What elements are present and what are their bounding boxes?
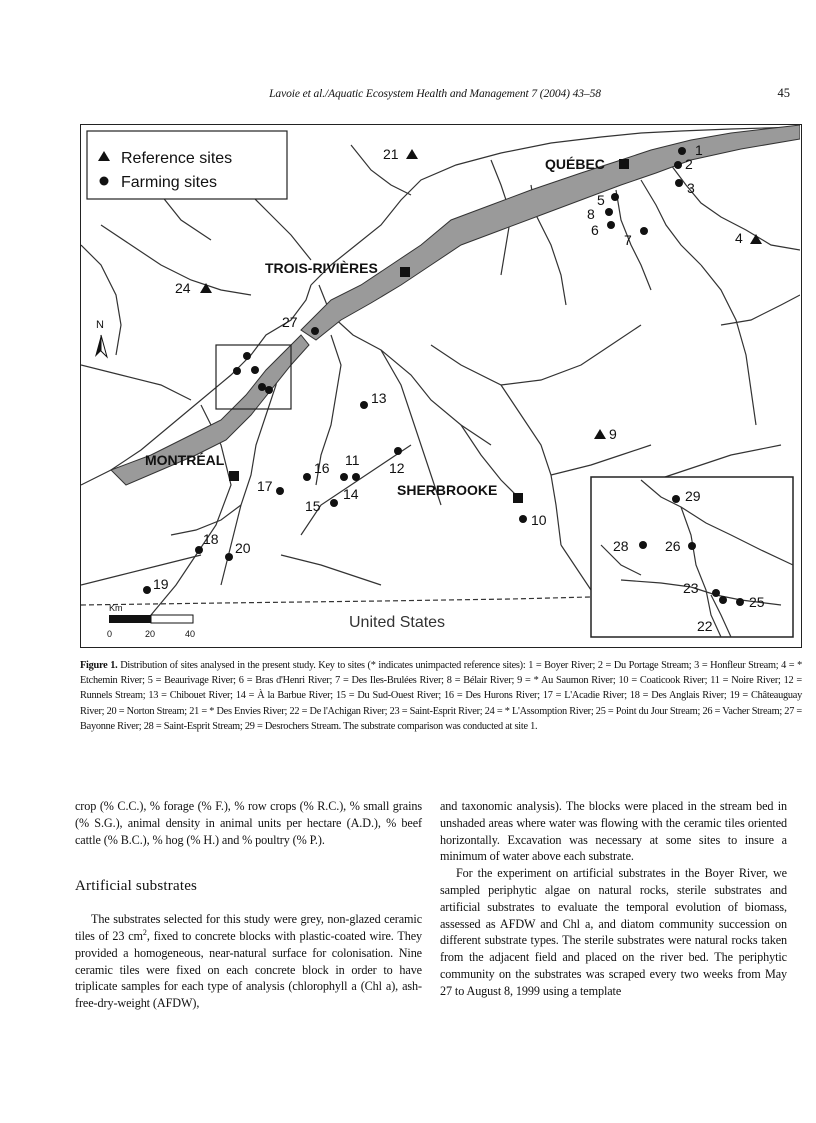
north-label: N xyxy=(96,319,104,331)
figure-caption xyxy=(80,658,802,734)
inset-area-dot xyxy=(258,383,266,391)
united-states-label: United States xyxy=(349,614,446,631)
inset-map xyxy=(591,477,793,637)
site-9-label: 9 xyxy=(609,426,617,442)
inset-area-dot xyxy=(251,366,259,374)
page-number: 45 xyxy=(777,86,790,100)
site-19-label: 19 xyxy=(153,576,169,592)
site-17-dot xyxy=(276,487,284,495)
inset-site-26-label: 26 xyxy=(665,538,681,554)
figure-caption-text: Distribution of sites analysed in the present study. Key to sites (* indicates unimpacted reference sites): 1 = Boyer River; 2 = Du Portage Stream; 3 = Honfleur Stream; 4 = * Etchemin River; 5 = Beaurivage River; 6 = Bras d'Henri River; 7 = Des Iles-Brulées River; 8 = Bélair River; 9 = * Au Saumon River; 10 = Coaticook River; 11 = Noire River; 12 = Runnels Stream; 13 = Chibouet River; 14 = À la Barbue River; 15 = Du Sud-Ouest River; 16 = Des Hurons River; 17 = L'Acadie River; 18 = Des Anglais River; 19 = Châteauguay River; 20 = Norton Stream; 21 = * Des Envies River; 22 = De l'Achigan River; 23 = Saint-Esprit River; 24 = * L'Assomption River; 25 = Point du Jour Stream; 26 = Vacher Stream; 27 = Bayonne River; 28 = Saint-Esprit Stream; 29 = Desrochers Stream. The substrate comparison was conducted at site 1. xyxy=(80,660,802,732)
trois-rivieres-marker xyxy=(400,267,410,277)
legend-reference-label: Reference sites xyxy=(121,150,233,167)
site-8-dot xyxy=(605,208,613,216)
running-title: Lavoie et al./Aquatic Ecosystem Health and Management 7 (2004) 43–58 xyxy=(269,88,601,100)
site-14-label: 14 xyxy=(343,486,359,502)
legend-farming-label: Farming sites xyxy=(121,174,218,191)
farming-dot-icon xyxy=(100,177,109,186)
left-paragraph-2-start: The substrates selected for this study were grey, non-glazed ceramic tiles of 23 cm xyxy=(75,912,422,943)
site-11-label: 11 xyxy=(345,452,360,468)
right-column xyxy=(440,798,787,1000)
city-trois-rivieres-label: TROIS-RIVIÈRES xyxy=(265,260,378,276)
site-13-dot xyxy=(360,401,368,409)
figure-caption-label: Figure 1. xyxy=(80,660,118,671)
city-quebec-label: QUÉBEC xyxy=(545,156,605,172)
north-arrow-icon xyxy=(95,319,107,357)
right-paragraph-1: and taxonomic analysis). The blocks were placed in the stream bed in unshaded areas where water was flowing with the ceramic tiles oriented horizontally. Excavation was necessary at some sites to insure a minimum of water above each substrate. xyxy=(440,799,787,864)
map-svg xyxy=(81,125,800,646)
site-9-triangle xyxy=(594,429,606,439)
site-19-dot xyxy=(143,586,151,594)
left-paragraph-2 xyxy=(75,911,422,1012)
scale-tick-20: 20 xyxy=(145,629,156,639)
site-17-label: 17 xyxy=(257,478,273,494)
site-21-triangle xyxy=(406,149,418,159)
scale-tick-0: 0 xyxy=(107,629,113,639)
site-15-dot xyxy=(330,499,338,507)
site-20-dot xyxy=(225,553,233,561)
site-12-label: 12 xyxy=(389,460,405,476)
site-16-label: 16 xyxy=(314,460,330,476)
site-14-dot xyxy=(352,473,360,481)
site-5-dot xyxy=(611,193,619,201)
superscript: 2 xyxy=(142,927,147,937)
left-column xyxy=(75,798,422,1012)
site-4-label: 4 xyxy=(735,230,743,246)
site-3-label: 3 xyxy=(687,180,695,196)
city-sherbrooke-label: SHERBROOKE xyxy=(397,482,498,498)
running-head xyxy=(80,86,790,106)
scale-tick-40: 40 xyxy=(185,629,196,639)
site-1-label: 1 xyxy=(695,142,703,158)
right-paragraph-2: For the experiment on artificial substrates in the Boyer River, we sampled periphytic algae on natural rocks, sterile substrates and artificial substrates to evaluate the temporal evolution of biomass, assessed as AFDW and Chl a, and diatom community succession on different substrate types. The sterile substrates were natural rocks taken from the adjacent field and placed on the river bed. The periphytic community on the substrates was scraped every two weeks from May 27 to August 8, 1999 using a template xyxy=(440,866,787,998)
scale-bar xyxy=(107,603,195,639)
site-11-dot xyxy=(340,473,348,481)
site-3-dot xyxy=(675,179,683,187)
inset-site-28-label: 28 xyxy=(613,538,629,554)
site-1-dot xyxy=(678,147,686,155)
site-24-label: 24 xyxy=(175,280,191,296)
inset-site-23-label: 23 xyxy=(683,580,699,596)
scale-unit-label: Km xyxy=(109,603,123,613)
inset-site-29-label: 29 xyxy=(685,488,701,504)
site-2-label: 2 xyxy=(685,156,693,172)
figure-map xyxy=(80,124,802,648)
montreal-marker xyxy=(229,471,239,481)
site-10-label: 10 xyxy=(531,512,547,528)
site-10-dot xyxy=(519,515,527,523)
inset-site-22-dot xyxy=(719,596,727,604)
site-15-label: 15 xyxy=(305,498,321,514)
scale-segment-dark xyxy=(109,615,151,623)
site-6-label: 6 xyxy=(591,222,599,238)
site-8-label: 8 xyxy=(587,206,595,222)
inset-site-23-dot xyxy=(712,589,720,597)
quebec-city-marker xyxy=(619,159,629,169)
inset-site-28-dot xyxy=(639,541,647,549)
site-5-label: 5 xyxy=(597,192,605,208)
inset-site-26-dot xyxy=(688,542,696,550)
left-paragraph-1: crop (% C.C.), % forage (% F.), % row crops (% R.C.), % small grains (% S.G.), animal density in animal units per hectare (A.D.), % beef cattle (% B.C.), % hog (% H.) and % poultry (% P.). xyxy=(75,799,422,847)
site-12-dot xyxy=(394,447,402,455)
inset-site-22-label: 22 xyxy=(697,618,713,634)
site-16-dot xyxy=(303,473,311,481)
inset-site-29-dot xyxy=(672,495,680,503)
site-6-dot xyxy=(607,221,615,229)
inset-site-25-label: 25 xyxy=(749,594,765,610)
site-20-label: 20 xyxy=(235,540,251,556)
site-27-label: 27 xyxy=(282,314,298,330)
site-27-dot xyxy=(311,327,319,335)
site-18-label: 18 xyxy=(203,531,219,547)
site-24-triangle xyxy=(200,283,212,293)
inset-area-dot xyxy=(233,367,241,375)
site-7-label: 7 xyxy=(624,232,632,248)
sherbrooke-marker xyxy=(513,493,523,503)
site-21-label: 21 xyxy=(383,146,399,162)
site-2-dot xyxy=(674,161,682,169)
site-18-dot xyxy=(195,546,203,554)
site-7-dot xyxy=(640,227,648,235)
inset-area-dot xyxy=(265,386,273,394)
inset-area-dot xyxy=(243,352,251,360)
section-heading: Artificial substrates xyxy=(75,878,198,895)
scale-segment-light xyxy=(151,615,193,623)
border-line xyxy=(81,597,590,605)
left-paragraph-2-end: , fixed to concrete blocks with plastic-coated wire. They provided a homogeneous, near-natural surface for colonisation. Nine ceramic tiles were fixed on each concrete block in order to have triplicate samples for each type of analysis (chlorophyll a (Chl a), ash-free-dry-weight (AFDW), xyxy=(75,928,422,1011)
inset-site-25-dot xyxy=(736,598,744,606)
site-13-label: 13 xyxy=(371,390,387,406)
city-montreal-label: MONTRÉAL xyxy=(145,452,225,468)
